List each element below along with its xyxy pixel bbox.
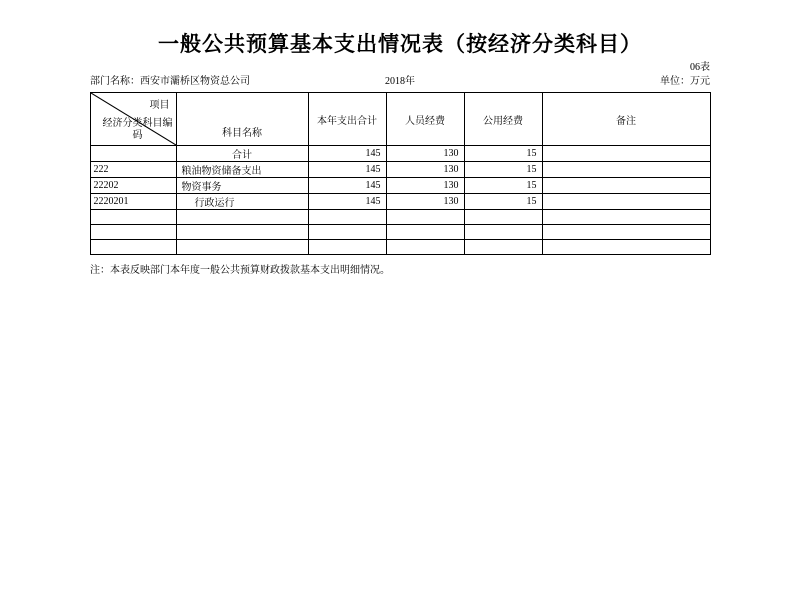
cell-total: 145 — [308, 146, 386, 162]
cell-personnel — [386, 210, 464, 225]
table-row — [90, 194, 710, 210]
header-corner-cell — [90, 93, 176, 146]
cell-subject-code: 2220201 — [90, 194, 176, 210]
cell-total: 145 — [308, 194, 386, 210]
cell-public — [464, 240, 542, 255]
cell-subject-name: 行政运行 — [176, 194, 308, 210]
cell-subject-name — [176, 225, 308, 240]
cell-subject-code: 222 — [90, 162, 176, 178]
cell-personnel: 130 — [386, 178, 464, 194]
cell-public — [464, 210, 542, 225]
cell-subject-code — [90, 210, 176, 225]
table-row — [90, 240, 710, 255]
cell-total: 145 — [308, 178, 386, 194]
header-personnel: 人员经费 — [386, 93, 464, 146]
page-title: 一般公共预算基本支出情况表（按经济分类科目） — [158, 32, 642, 56]
header-subject-name: 科目名称 — [176, 93, 308, 146]
header-remark: 备注 — [542, 93, 710, 146]
cell-personnel: 130 — [386, 146, 464, 162]
header-item-label: 项目 — [149, 100, 170, 111]
department-name: 部门名称：西安市灞桥区物资总公司 — [90, 76, 250, 87]
cell-personnel — [386, 240, 464, 255]
cell-subject-name — [176, 210, 308, 225]
cell-total: 145 — [308, 162, 386, 178]
cell-subject-name: 合计 — [176, 146, 308, 162]
document-page — [0, 28, 800, 593]
cell-subject-code: 22202 — [90, 178, 176, 194]
fiscal-year: 2018年 — [385, 76, 415, 87]
cell-personnel: 130 — [386, 162, 464, 178]
cell-public: 15 — [464, 194, 542, 210]
cell-public: 15 — [464, 178, 542, 194]
cell-remark — [542, 210, 710, 225]
cell-subject-name — [176, 240, 308, 255]
cell-total — [308, 210, 386, 225]
cell-total — [308, 240, 386, 255]
cell-remark — [542, 194, 710, 210]
table-row — [90, 210, 710, 225]
sheet-number: 06表 — [690, 62, 710, 73]
table-body — [90, 146, 710, 255]
meta-row — [90, 62, 710, 88]
table-note: 注：本表反映部门本年度一般公共预算财政拨款基本支出明细情况。 — [90, 265, 390, 276]
cell-subject-name: 粮油物资储备支出 — [176, 162, 308, 178]
cell-subject-code — [90, 146, 176, 162]
amount-unit: 单位：万元 — [660, 76, 710, 87]
cell-personnel: 130 — [386, 194, 464, 210]
cell-remark — [542, 162, 710, 178]
table-row — [90, 162, 710, 178]
cell-total — [308, 225, 386, 240]
cell-public: 15 — [464, 162, 542, 178]
header-total: 本年支出合计 — [308, 93, 386, 146]
table-header-row — [90, 93, 710, 146]
cell-remark — [542, 146, 710, 162]
cell-public — [464, 225, 542, 240]
header-public: 公用经费 — [464, 93, 542, 146]
cell-subject-code — [90, 240, 176, 255]
cell-personnel — [386, 225, 464, 240]
cell-remark — [542, 240, 710, 255]
table-row — [90, 146, 710, 162]
cell-remark — [542, 225, 710, 240]
budget-table — [90, 92, 711, 255]
cell-subject-code — [90, 225, 176, 240]
header-code-label: 经济分类科目编码 — [102, 118, 173, 141]
table-row — [90, 225, 710, 240]
cell-public: 15 — [464, 146, 542, 162]
table-row — [90, 178, 710, 194]
cell-remark — [542, 178, 710, 194]
cell-subject-name: 物资事务 — [176, 178, 308, 194]
